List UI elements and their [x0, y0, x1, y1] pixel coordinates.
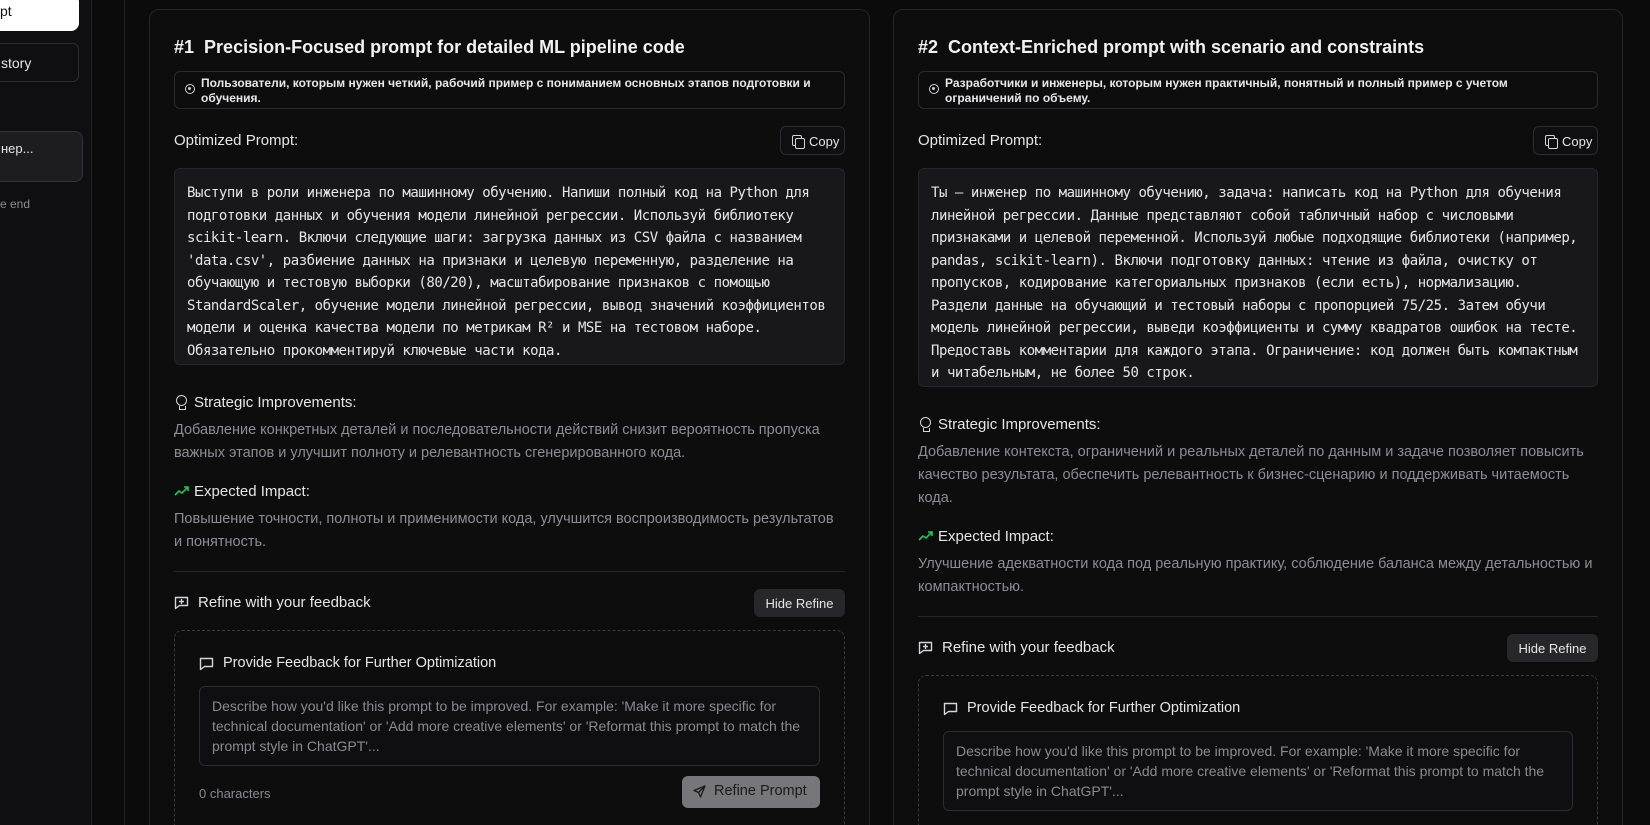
refine-prompt-label: Refine Prompt	[714, 783, 807, 799]
sidebar-note: e end	[0, 197, 31, 211]
card-rank: #2	[918, 37, 939, 57]
message-square-icon	[943, 701, 958, 716]
optimized-prompt-label: Optimized Prompt:	[174, 132, 299, 149]
strategic-improvements-text: Добавление конкретных деталей и последовательности действий снизит вероятность пропуска важных этапов и улучшит полноту и релевантность сгенерированного кода.	[174, 422, 820, 461]
lightbulb-icon	[920, 417, 931, 432]
strategic-improvements-heading	[174, 394, 357, 411]
history-button[interactable]	[0, 43, 79, 82]
strategic-label: Strategic Improvements:	[938, 416, 1101, 433]
target-icon	[929, 84, 939, 94]
character-count: 0 characters	[199, 786, 271, 801]
section-divider	[174, 571, 845, 572]
audience-badge	[918, 71, 1598, 109]
hide-refine-button[interactable]: Hide Refine	[754, 589, 845, 617]
card-title	[918, 37, 1424, 58]
target-icon	[185, 84, 195, 94]
copy-button[interactable]	[1533, 126, 1598, 155]
card-title-text: Context-Enriched prompt with scenario and constraints	[948, 37, 1425, 57]
history-item[interactable]	[0, 131, 83, 182]
card-title-text: Precision-Focused prompt for detailed ML pipeline code	[204, 37, 685, 57]
content-divider	[124, 0, 125, 825]
feedback-panel	[918, 675, 1598, 825]
trending-up-icon	[174, 486, 189, 496]
feedback-title	[199, 655, 496, 671]
result-card-1	[149, 9, 870, 825]
refine-prompt-button[interactable]	[682, 776, 820, 808]
card-title	[174, 37, 685, 58]
copy-label: Copy	[1562, 134, 1593, 149]
refine-label: Refine with your feedback	[198, 594, 371, 611]
copy-label: Copy	[809, 134, 840, 149]
new-prompt-label: pt	[0, 3, 12, 19]
message-plus-icon	[918, 640, 933, 655]
refine-heading	[918, 639, 1115, 656]
copy-icon	[792, 135, 803, 147]
expected-impact-text: Повышение точности, полноты и применимости кода, улучшится воспроизводимость результатов и понятность.	[174, 511, 834, 550]
message-plus-icon	[174, 595, 189, 610]
optimized-prompt-text[interactable]: Ты — инженер по машинному обучению, задача: написать код на Python для обучения линейной регрессии. Данные представляют собой табличный набор с числовыми признаками и целевой переменной. Используй любые подходящие библиотеки (например, pandas, scikit-learn). Включи подготовку данных: чтение из файла, очистку от пропусков, кодирование категориальных признаков (если есть), нормализацию. Раздели данные на обучающий и тестовый наборы с пропорцией 75/25. Затем обучи модель линейной регрессии, выведи коэффициенты и сумму квадратов ошибок на тесте. Предоставь комментарии для каждого этапа. Ограничение: код должен быть компактным и читабельным, не более 50 строк.	[918, 168, 1598, 387]
copy-button[interactable]	[780, 126, 845, 155]
sidebar	[0, 0, 92, 825]
strategic-label: Strategic Improvements:	[194, 394, 357, 411]
optimized-prompt-label: Optimized Prompt:	[918, 132, 1043, 149]
card-rank: #1	[174, 37, 195, 57]
feedback-title-text: Provide Feedback for Further Optimization	[967, 700, 1241, 716]
impact-label: Expected Impact:	[938, 528, 1054, 545]
expected-impact-heading	[174, 483, 310, 500]
history-label: story	[1, 55, 32, 71]
send-icon	[693, 785, 706, 798]
message-square-icon	[199, 656, 214, 671]
feedback-panel	[174, 630, 845, 825]
audience-badge	[174, 71, 845, 109]
lightbulb-icon	[176, 395, 187, 410]
feedback-title	[943, 700, 1240, 716]
refine-label: Refine with your feedback	[942, 639, 1115, 656]
feedback-title-text: Provide Feedback for Further Optimization	[223, 655, 497, 671]
feedback-input[interactable]: Describe how you'd like this prompt to be improved. For example: 'Make it more specific for technical documentation' or 'Add more creative elements' or 'Reformat this prompt to match the prompt style in ChatGPT'...	[943, 731, 1573, 811]
copy-icon	[1545, 135, 1556, 147]
hide-refine-button[interactable]: Hide Refine	[1507, 634, 1598, 662]
strategic-improvements-text: Добавление контекста, ограничений и реальных деталей по данным и задаче позволяет повысить качество результата, обеспечить релевантность к бизнес-сценарию и поддерживать читаемость кода.	[918, 444, 1584, 506]
feedback-input[interactable]: Describe how you'd like this prompt to be improved. For example: 'Make it more specific for technical documentation' or 'Add more creative elements' or 'Reformat this prompt to match the prompt style in ChatGPT'...	[199, 686, 820, 766]
optimized-prompt-text[interactable]: Выступи в роли инженера по машинному обучению. Напиши полный код на Python для подготовки данных и обучения модели линейной регрессии. Используй библиотеку scikit-learn. Включи следующие шаги: загрузка данных из CSV файла с названием 'data.csv', разбиение данных на признаки и целевую переменную, разделение на обучающую и тестовую выборки (80/20), масштабирование признаков с помощью StandardScaler, обучение модели линейной регрессии, вывод значений коэффициентов модели и оценка качества модели по метрикам R² и MSE на тестовом наборе. Обязательно прокомментируй ключевые части кода.	[174, 168, 845, 365]
result-card-2	[893, 9, 1623, 825]
new-prompt-button[interactable]	[0, 0, 79, 31]
expected-impact-text: Улучшение адекватности кода под реальную практику, соблюдение баланса между детальностью и компактностью.	[918, 556, 1593, 595]
impact-label: Expected Impact:	[194, 483, 310, 500]
trending-up-icon	[918, 531, 933, 541]
strategic-improvements-heading	[918, 416, 1101, 433]
section-divider	[918, 616, 1598, 617]
audience-text: Разработчики и инженеры, которым нужен практичный, понятный и полный пример с учетом ограничений по объему.	[945, 76, 1508, 105]
expected-impact-heading	[918, 528, 1054, 545]
history-item-label: нер...	[1, 141, 34, 156]
audience-text: Пользователи, которым нужен четкий, рабочий пример с пониманием основных этапов подготовки и обучения.	[201, 76, 811, 105]
refine-heading	[174, 594, 371, 611]
